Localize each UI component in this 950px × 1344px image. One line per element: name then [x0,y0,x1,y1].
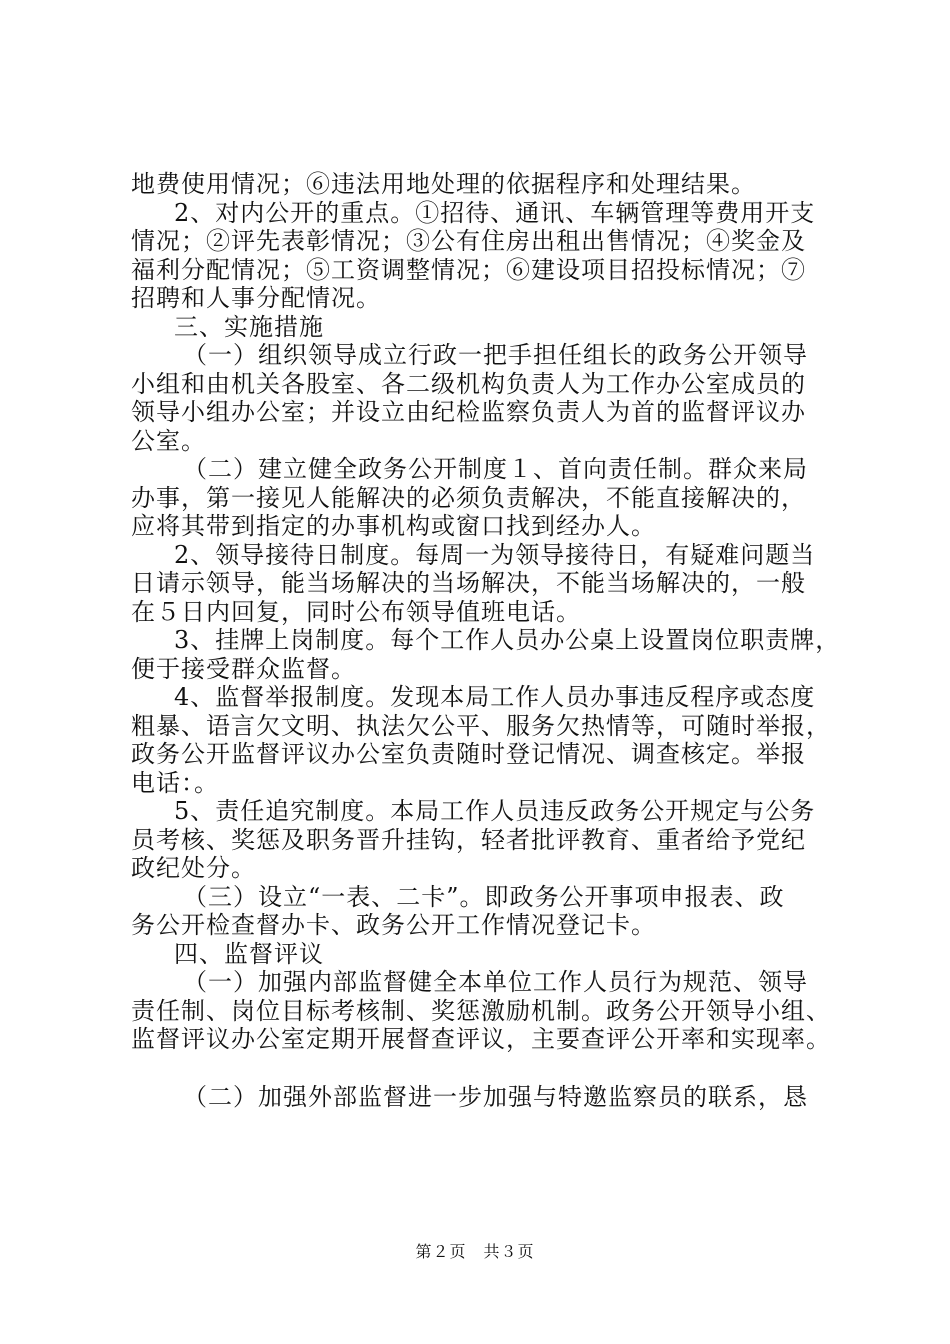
text-line: 粗暴、语言欠文明、执法欠公平、服务欠热情等，可随时举报， [131,711,831,740]
text-line: 在５日内回复，同时公布领导值班电话。 [131,597,581,626]
paragraph [131,313,831,342]
text-line: 监督评议办公室定期开展督查评议，主要查评公开率和实现率。 [131,1025,831,1053]
text-line: 电话：。 [131,768,219,797]
text-line: 应将其带到指定的办事机构或窗口找到经办人。 [131,512,656,540]
paragraph [131,940,831,969]
paragraph [131,541,831,627]
text-line: 员考核、奖惩及职务晋升挂钩，轻者批评教育、重者给予党纪 [131,825,806,854]
text-line: （二）加强外部监督进一步加强与特邀监察员的联系，恳 [183,1082,808,1111]
text-line: 福利分配情况；⑤工资调整情况；⑥建设项目招投标情况；⑦ [131,255,806,284]
paragraph [131,170,831,199]
paragraph [131,1083,831,1112]
page-footer: 第２页 共３页 [415,1242,535,1261]
text-line: 责任制、岗位目标考核制、奖惩激励机制。政务公开领导小组、 [131,996,831,1025]
text-line: 2、对内公开的重点。①招待、通讯、车辆管理等费用开支 [174,198,816,227]
text-line: 三、实施措施 [174,312,324,341]
text-line: 小组和由机关各股室、各二级机构负责人为工作办公室成员的 [131,369,806,398]
text-line: 日请示领导，能当场解决的当场解决，不能当场解决的，一般 [131,569,806,597]
paragraph [131,683,831,797]
text-line: 招聘和人事分配情况。 [131,284,381,312]
text-line: 2、领导接待日制度。每周一为领导接待日，有疑难问题当 [174,540,816,569]
text-line: 便于接受群众监督。 [131,654,356,683]
paragraph [131,883,831,940]
text-line: 领导小组办公室；并设立由纪检监察负责人为首的监督评议办 [131,398,806,426]
paragraph [131,797,831,883]
text-line: （三）设立“一表、二卡”。即政务公开事项申报表、政 [183,882,785,911]
paragraph [131,968,831,1054]
text-line: （一）加强内部监督健全本单位工作人员行为规范、领导 [183,968,808,996]
text-line: 办事，第一接见人能解决的必须负责解决，不能直接解决的， [131,483,806,512]
text-line: 4、监督举报制度。发现本局工作人员办事违反程序或态度 [174,683,816,711]
paragraph [131,626,841,683]
paragraph [131,455,831,541]
text-line: （二）建立健全政务公开制度１、首向责任制。群众来局 [183,455,808,483]
text-line: （一）组织领导成立行政一把手担任组长的政务公开领导 [183,341,808,369]
text-line: 地费使用情况；⑥违法用地处理的依据程序和处理结果。 [131,170,756,198]
text-line: 5、责任追究制度。本局工作人员违反政务公开规定与公务 [174,797,816,825]
text-line: 情况；②评先表彰情况；③公有住房出租出售情况；④奖金及 [131,227,806,255]
document-body [131,170,841,1111]
text-line: 四、监督评议 [174,939,324,968]
paragraph [131,199,831,313]
text-line: 政务公开监督评议办公室负责随时登记情况、调查核定。举报 [131,740,806,768]
paragraph [131,341,831,455]
text-line: 务公开检查督办卡、政务公开工作情况登记卡。 [131,911,656,939]
text-line: 公室。 [131,426,206,455]
text-line: 3、挂牌上岗制度。每个工作人员办公桌上设置岗位职责牌， [174,626,841,654]
text-line: 政纪处分。 [131,854,256,882]
